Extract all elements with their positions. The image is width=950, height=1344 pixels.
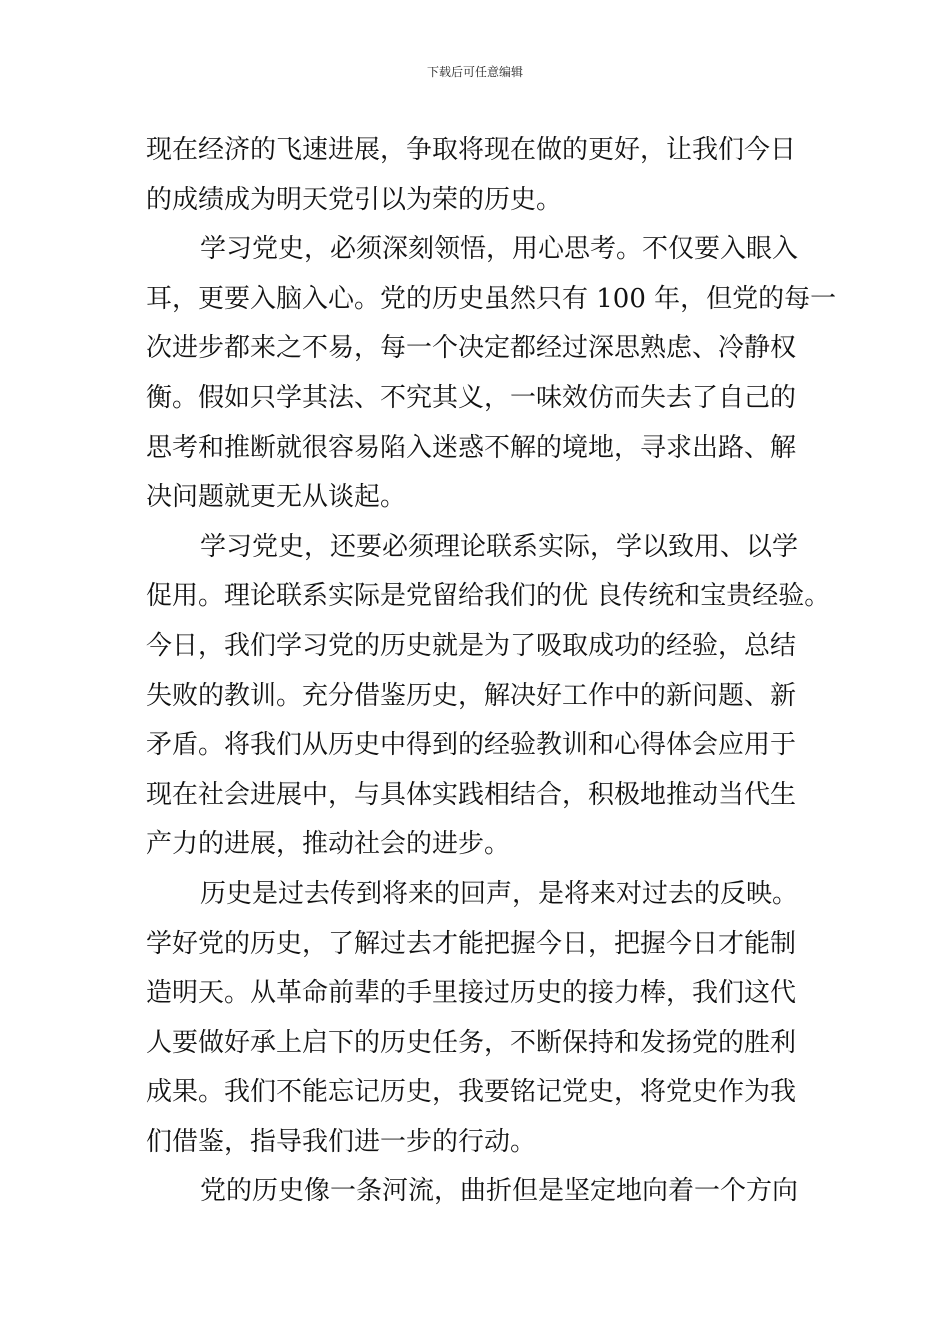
text-line: 学好党的历史，了解过去才能把握今日，把握今日才能制 [146, 928, 797, 959]
text-line: 们借鉴，指导我们进一步的行动。 [146, 1126, 537, 1157]
text-line: 学习党史，必须深刻领悟，用心思考。不仅要入眼入 [200, 234, 799, 265]
text-line: 衡。假如只学其法、不究其义，一味效仿而失去了自己的 [146, 382, 797, 413]
text-line: 的成绩成为明天党引以为荣的历史。 [146, 184, 563, 215]
text-line: 历史是过去传到将来的回声，是将来对过去的反映。 [200, 878, 799, 909]
text-line: 耳，更要入脑入心。党的历史虽然只有 100 年，但党的每一 [146, 283, 837, 314]
text-line: 思考和推断就很容易陷入迷惑不解的境地，寻求出路、解 [146, 432, 797, 463]
text-line: 决问题就更无从谈起。 [146, 482, 407, 513]
text-line: 次进步都来之不易，每一个决定都经过深思熟虑、冷静权 [146, 333, 797, 364]
text-line: 矛盾。将我们从历史中得到的经验教训和心得体会应用于 [146, 730, 797, 761]
text-line: 造明天。从革命前辈的手里接过历史的接力棒，我们这代 [146, 978, 797, 1009]
text-line: 现在经济的飞速进展，争取将现在做的更好，让我们今日 [146, 135, 797, 165]
text-line: 今日，我们学习党的历史就是为了吸取成功的经验，总结 [146, 630, 797, 661]
text-line: 党的历史像一条河流，曲折但是坚定地向着一个方向 [200, 1176, 799, 1207]
text-line: 促用。理论联系实际是党留给我们的优 良传统和宝贵经验。 [146, 581, 831, 612]
text-line: 人要做好承上启下的历史任务，不断保持和发扬党的胜利 [146, 1027, 797, 1058]
text-line: 成果。我们不能忘记历史，我要铭记党史，将党史作为我 [146, 1077, 797, 1108]
text-line: 产力的进展，推动社会的进步。 [146, 829, 511, 860]
page-header: 下载后可任意编辑 [426, 65, 523, 79]
text-line: 现在社会进展中，与具体实践相结合，积极地推动当代生 [146, 779, 797, 810]
text-line: 失败的教训。充分借鉴历史，解决好工作中的新问题、新 [146, 680, 797, 711]
document-body [146, 126, 837, 1217]
text-line: 学习党史，还要必须理论联系实际，学以致用、以学 [200, 531, 799, 562]
